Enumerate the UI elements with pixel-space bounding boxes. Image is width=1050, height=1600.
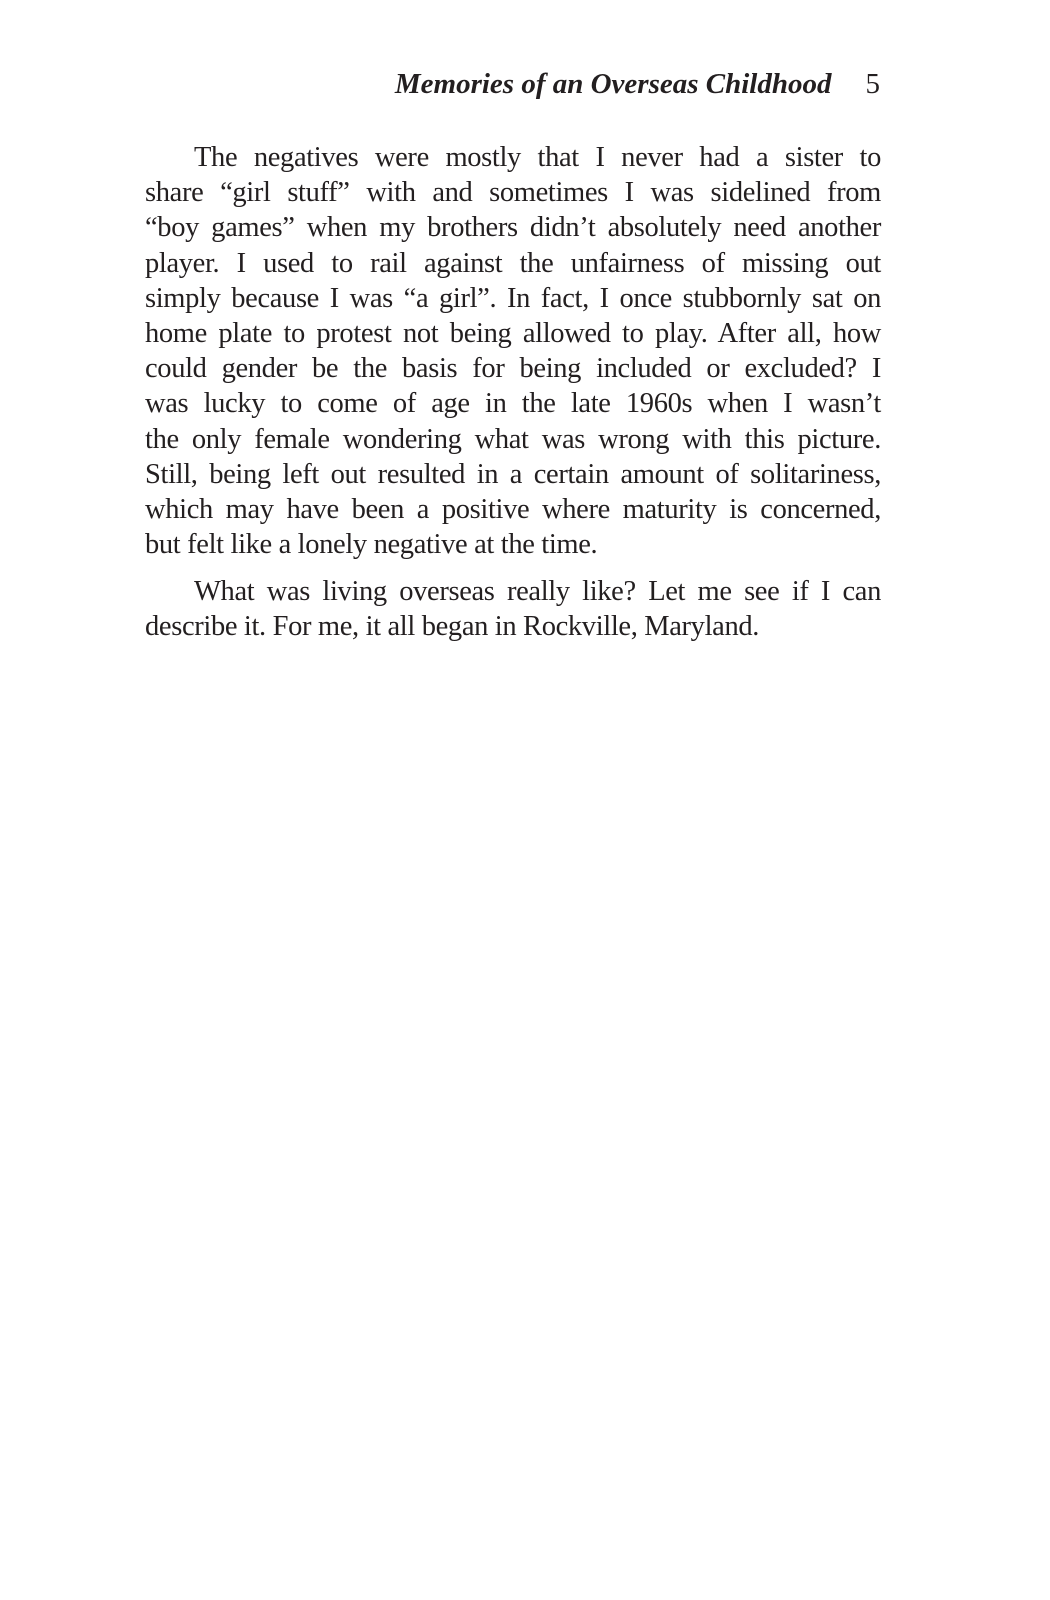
page-number: 5	[865, 68, 880, 100]
text-line: share “girl stuff” with and sometimes I was sidelined from	[145, 177, 881, 209]
text-line: The negatives were mostly that I never had a sister to	[194, 142, 881, 173]
text-line: but felt like a lonely negative at the time.	[145, 529, 598, 561]
text-line: What was living overseas really like? Let me see if I can	[194, 576, 881, 608]
running-title: Memories of an Overseas Childhood	[394, 68, 832, 100]
text-line: could gender be the basis for being included or excluded? I	[145, 353, 881, 385]
paragraph	[145, 140, 881, 562]
text-line: Still, being left out resulted in a certain amount of solitariness,	[145, 458, 881, 490]
running-header	[0, 66, 880, 102]
text-line: the only female wondering what was wrong with this picture.	[145, 423, 881, 455]
body-text	[145, 140, 881, 645]
text-line: which may have been a positive where maturity is concerned,	[145, 493, 881, 525]
text-line: was lucky to come of age in the late 1960s when I wasn’t	[145, 388, 881, 420]
text-line: player. I used to rail against the unfairness of missing out	[145, 247, 881, 279]
text-line: “boy games” when my brothers didn’t absolutely need another	[145, 212, 881, 244]
text-line: home plate to protest not being allowed to play. After all, how	[145, 317, 881, 349]
text-line: simply because I was “a girl”. In fact, I once stubbornly sat on	[145, 282, 881, 314]
paragraph	[145, 574, 881, 644]
text-line: describe it. For me, it all began in Rockville, Maryland.	[145, 611, 760, 643]
